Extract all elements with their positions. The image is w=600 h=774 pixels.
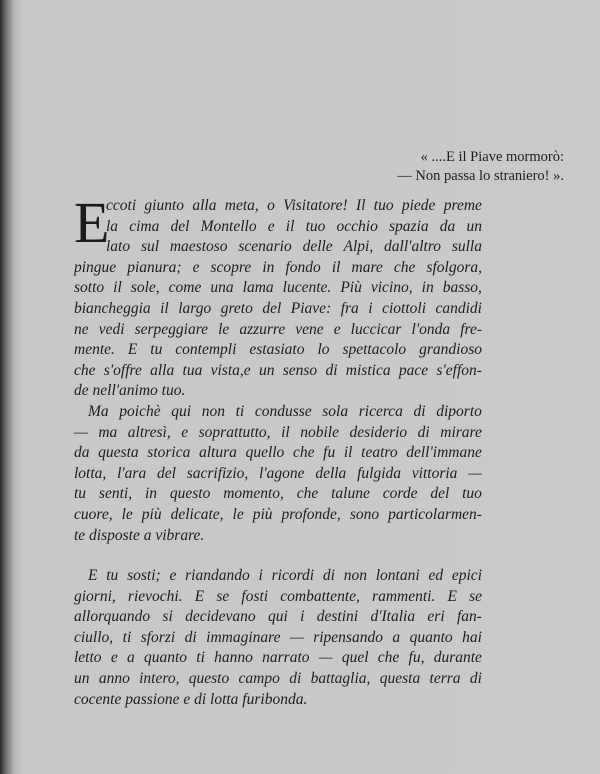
text-line: Ma poichè qui non ti condusse sola ricerca di diporto (88, 402, 482, 420)
drop-cap: E (74, 190, 110, 255)
epigraph (397, 148, 564, 186)
text-line: mente. E tu contempli estasiato lo spettacolo grandioso (74, 341, 482, 359)
text-line: la cima del Montello e il tuo occhio spazia da un (106, 217, 482, 235)
text-line: che s'offre alla tua vista,e un senso di mistica pace s'effon- (74, 361, 482, 379)
text-line: te disposte a vibrare. (74, 526, 205, 544)
text-line: tu senti, in questo momento, che talune corde del tuo (74, 485, 482, 503)
body-text (74, 190, 482, 710)
text-line: cocente passione e di lotta furibonda. (74, 690, 308, 708)
text-line: allorquando si decidevano qui i destini d'Italia eri fan- (74, 608, 482, 626)
text-line: E tu sosti; e riandando i ricordi di non lontani ed epici (88, 567, 482, 585)
text-line: pingue pianura; e scopre in fondo il mare che sfolgora, (74, 258, 482, 276)
text-line: — ma altresì, e soprattutto, il nobile desiderio di mirare (74, 423, 482, 441)
text-line: un anno intero, questo campo di battaglia, questa terra di (74, 670, 482, 688)
paragraph-1 (74, 190, 482, 402)
text-line: ccoti giunto alla meta, o Visitatore! Il tuo piede preme (106, 197, 482, 214)
epigraph-line-1: « ....E il Piave mormorò: (420, 149, 564, 165)
text-line: giorni, rievochi. E se fosti combattente, rammenti. E se (74, 587, 482, 605)
text-line: ciullo, ti sforzi di immaginare — ripensando a quanto hai (74, 628, 482, 646)
text-line: da questa storica altura quello che fu il teatro dell'immane (74, 444, 482, 462)
text-line: ne vedi serpeggiare le azzurre vene e luccicar l'onda fre- (74, 320, 482, 338)
text-line: lato sul maestoso scenario delle Alpi, dall'altro sulla (106, 238, 482, 256)
epigraph-line-2: — Non passa lo straniero! ». (397, 168, 564, 184)
text-line: de nell'animo tuo. (74, 382, 186, 400)
paragraph-3 (74, 566, 482, 710)
text-line: letto e a quanto ti hanno narrato — quel che fu, durante (74, 649, 482, 667)
paragraph-spacer (74, 546, 482, 566)
text-line: sotto il sole, come una lama lucente. Più vicino, in basso, (74, 279, 482, 297)
paragraph-2 (74, 402, 482, 546)
text-line: cuore, le più delicate, le più profonde, sono particolarmen- (74, 505, 482, 523)
text-line: biancheggia il largo greto del Piave: fra i ciottoli candidi (74, 299, 482, 317)
text-line: lotta, l'ara del sacrifizio, l'agone della fulgida vittoria — (74, 464, 482, 482)
